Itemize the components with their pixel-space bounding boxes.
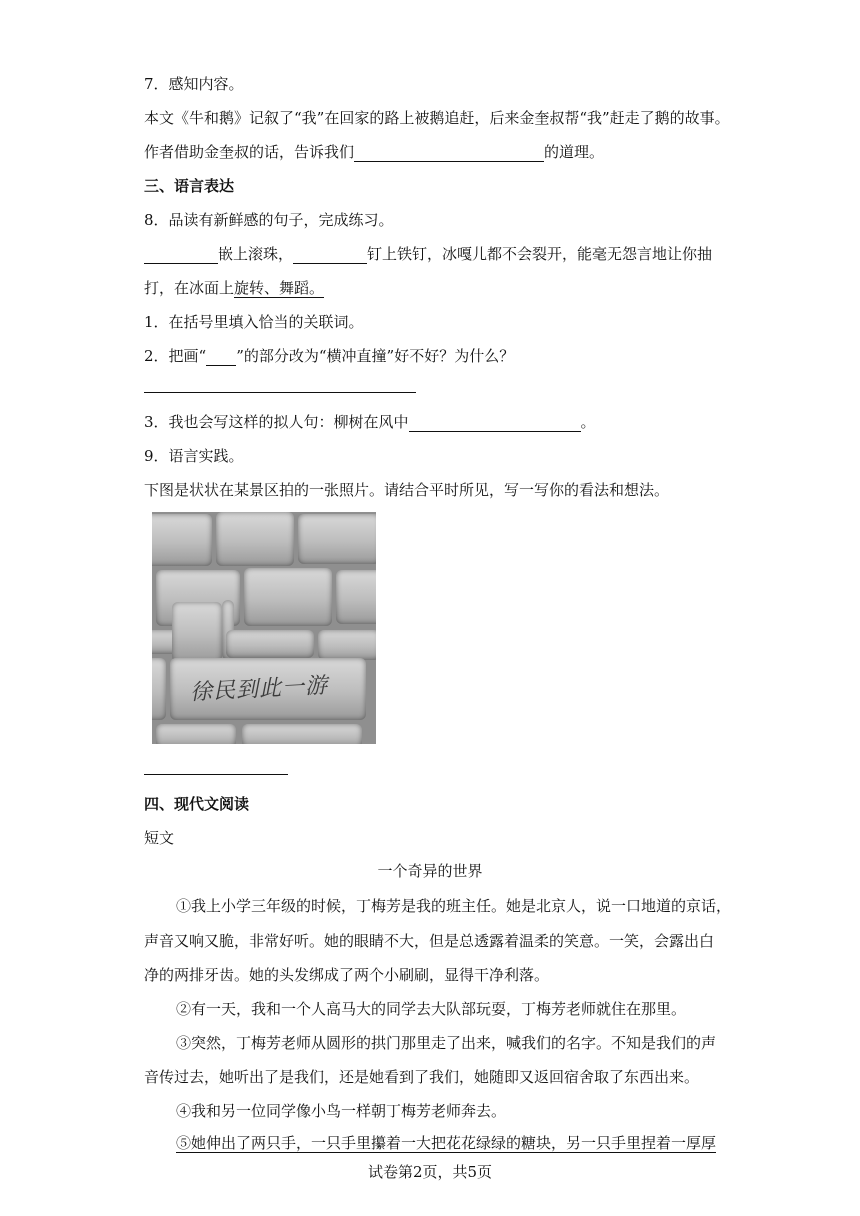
reading-title: 一个奇异的世界 [377,862,483,880]
q7-line2-post: 的道理。 [544,143,605,161]
q8-sub3a: 3．我也会写这样的拟人句：柳树在风中 [144,413,409,431]
q8-text1a: 嵌上滚珠， [218,245,294,263]
q8-blank-2[interactable] [293,247,367,264]
q8-sub3 [144,412,596,432]
q7-answer-blank[interactable] [354,145,544,162]
q9-heading: 9．语言实践。 [144,447,244,465]
q8-blank-1[interactable] [144,247,218,264]
reading-p1-line3: 净的两排牙齿。她的头发绑成了两个小刷刷，显得干净利落。 [144,966,550,984]
reading-p3-line1: ③突然，丁梅芳老师从圆形的拱门那里走了出来，喊我们的名字。不知是我们的声 [176,1034,717,1052]
reading-p1-line2: 声音又响又脆，非常好听。她的眼睛不大，但是总透露着温柔的笑意。一笑，会露出白 [144,932,715,950]
q7-line2-pre: 作者借助金奎叔的话，告诉我们 [144,143,355,161]
q8-sentence-line2 [144,278,324,298]
reading-p3-line2: 音传过去，她听出了是我们，还是她看到了我们，她随即又返回宿舍取了东西出来。 [144,1068,700,1086]
reading-label: 短文 [144,829,175,847]
q8-sub2-underline-mark [206,349,236,366]
q8-sub3-blank[interactable] [409,415,581,432]
reading-p4: ④我和另一位同学像小鸟一样朝丁梅芳老师奔去。 [176,1102,507,1120]
q8-text2a: 打，在冰面上 [144,279,235,297]
q7-text-line2 [144,142,604,162]
q8-heading: 8．品读有新鲜感的句子，完成练习。 [144,211,394,229]
q9-text: 下图是状状在某景区拍的一张照片。请结合平时所见，写一写你的看法和想法。 [144,481,670,499]
section3-heading: 三、语言表达 [144,177,235,195]
q8-sub2-answer-line[interactable] [144,392,416,393]
q9-answer-line[interactable] [144,774,288,775]
q7-heading: 7．感知内容。 [144,75,244,93]
reading-p2: ②有一天，我和一个人高马大的同学去大队部玩耍，丁梅芳老师就住在那里。 [176,1000,687,1018]
q8-sub1: 1．在括号里填入恰当的关联词。 [144,313,364,331]
reading-p5-underlined: ⑤她伸出了两只手，一只手里攥着一大把花花绿绿的糖块，另一只手里捏着一厚厚 [176,1134,717,1152]
q8-text1b: 钉上铁钉，冰嘎儿都不会裂开，能毫无怨言地让你抽 [367,245,713,263]
q8-sub3b: 。 [580,413,596,431]
graffiti-brick-photo [152,512,376,744]
reading-p5 [176,1133,716,1153]
q8-sub2b: ”的部分改为“横冲直撞”好不好？为什么？ [236,347,515,365]
q8-sentence-line1 [144,244,712,264]
q8-sub2a: 2．把画“ [144,347,207,365]
graffiti-text: 徐民到此一游 [189,673,329,706]
q7-text-line1: 本文《牛和鹅》记叙了“我”在回家的路上被鹅追赶，后来金奎叔帮“我”赶走了鹅的故事。 [144,109,730,127]
q8-underlined-phrase: 旋转、舞蹈。 [234,279,325,297]
reading-p1-line1: ①我上小学三年级的时候，丁梅芳是我的班主任。她是北京人，说一口地道的京话， [176,897,732,915]
q8-sub2 [144,346,514,366]
section4-heading: 四、现代文阅读 [144,795,250,813]
page-footer: 试卷第2页，共5页 [367,1163,493,1181]
